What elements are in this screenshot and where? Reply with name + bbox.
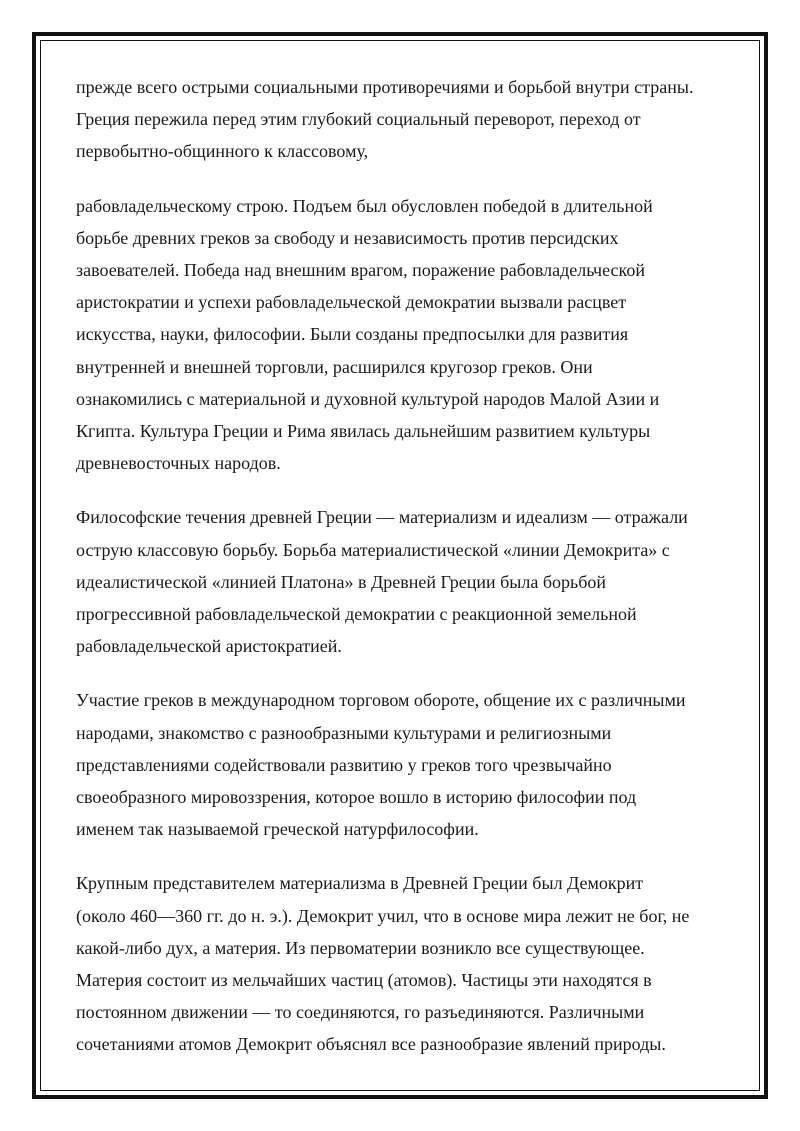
paragraph-3: Философские течения древней Греции — материализм и идеализм — отражали острую классовую борьбу. Борьба материалистической «линии Демокрита» с идеалистической «линией Платона» в Древней Греции была борьбой прогрессивной рабовладельческой демократии с реакционной земельной рабовладельческой аристократией. [76, 507, 688, 657]
document-body [76, 71, 726, 1061]
paragraph-5: Крупным представителем материализма в Древней Греции был Демокрит (около 460—360 гг. до н. э.). Демокрит учил, что в основе мира лежит не бог, не какой-либо дух, а материя. Из первоматерии возникло все существующее. Материя состоит из мельчайших частиц (атомов). Частицы эти находятся в постоянном движении — то соединяются, го разъединяются. Различными сочетаниями атомов Демокрит объяснял все разнообразие явлений природы. [76, 873, 690, 1055]
paragraph-1: прежде всего острыми социальными противоречиями и борьбой внутри страны. Греция пережила перед этим глубокий социальный переворот, переход от первобытно-общинного к классовому, [76, 77, 694, 162]
paragraph-4: Участие греков в международном торговом обороте, общение их с различными народами, знакомство с разнообразными культурами и религиозными представлениями содействовали развитию у греков того чрезвычайно своеобразного мировоззрения, которое вошло в историю философии под именем так называемой греческой натурфилософии. [76, 690, 686, 840]
paragraph-2: рабовладельческому строю. Подъем был обусловлен победой в длительной борьбе древних греков за свободу и независимость против персидских завоевателей. Победа над внешним врагом, поражение рабовладельческой аристократии и успехи рабовладельческой демократии вызвали расцвет искусства, науки, философии. Были созданы предпосылки для развития внутренней и внешней торговли, расширился кругозор греков. Они ознакомились с материальной и духовной культурой народов Малой Азии и Кгипта. Культура Греции и Рима явилась дальнейшим развитием культуры древневосточных народов. [76, 195, 660, 474]
